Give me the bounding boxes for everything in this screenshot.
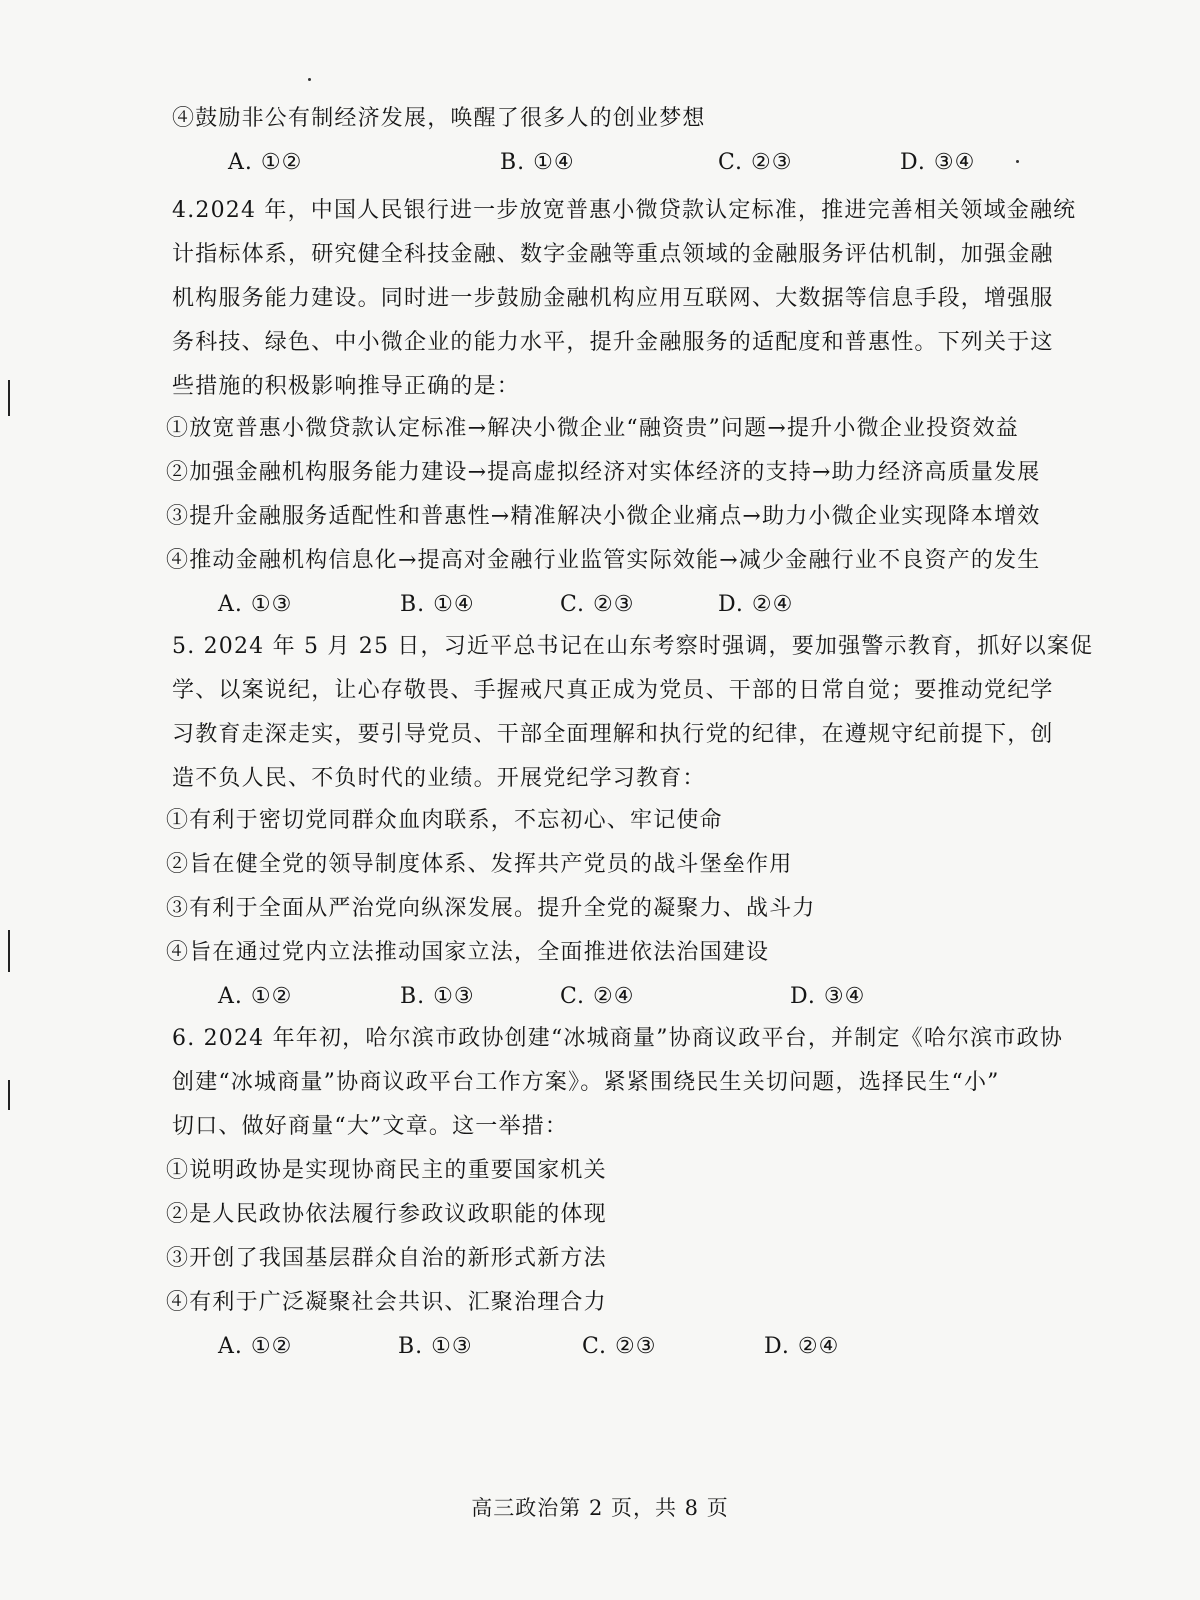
- q3-option-d: D. ③④: [900, 150, 976, 175]
- q4-stem-line: 些措施的积极影响推导正确的是：: [172, 374, 521, 399]
- q6-stem-line: 切口、做好商量“大”文章。这一举措：: [172, 1114, 569, 1139]
- scan-edge-mark: [8, 930, 10, 972]
- q5-option-b: B. ①③: [400, 984, 475, 1009]
- q5-item-1: ①有利于密切党同群众血肉联系，不忘初心、牢记使命: [166, 808, 723, 833]
- q4-item-1: ①放宽普惠小微贷款认定标准→解决小微企业“融资贵”问题→提升小微企业投资效益: [166, 416, 1019, 441]
- q4-item-2: ②加强金融机构服务能力建设→提高虚拟经济对实体经济的支持→助力经济高质量发展: [166, 460, 1041, 485]
- q4-option-b: B. ①④: [400, 592, 475, 617]
- q5-item-3: ③有利于全面从严治党向纵深发展。提升全党的凝聚力、战斗力: [166, 896, 816, 921]
- q5-option-d: D. ③④: [790, 984, 866, 1009]
- q4-stem-line: 4.2024 年，中国人民银行进一步放宽普惠小微贷款认定标准，推进完善相关领域金融统: [172, 198, 1077, 223]
- scan-speck: [308, 78, 311, 81]
- q4-option-a: A. ①③: [218, 592, 293, 617]
- q4-item-3: ③提升金融服务适配性和普惠性→精准解决小微企业痛点→助力小微企业实现降本增效: [166, 504, 1041, 529]
- q4-item-4: ④推动金融机构信息化→提高对金融行业监管实际效能→减少金融行业不良资产的发生: [166, 548, 1041, 573]
- q6-option-d: D. ②④: [764, 1334, 840, 1359]
- q4-option-d: D. ②④: [718, 592, 794, 617]
- q6-option-a: A. ①②: [218, 1334, 293, 1359]
- q6-item-4: ④有利于广泛凝聚社会共识、汇聚治理合力: [166, 1290, 607, 1315]
- q6-item-3: ③开创了我国基层群众自治的新形式新方法: [166, 1246, 607, 1271]
- q4-stem-line: 计指标体系，研究健全科技金融、数字金融等重点领域的金融服务评估机制，加强金融: [172, 242, 1054, 267]
- q5-stem-line: 学、以案说纪，让心存敬畏、手握戒尺真正成为党员、干部的日常自觉；要推动党纪学: [172, 678, 1054, 703]
- q5-stem-line: 习教育走深走实，要引导党员、干部全面理解和执行党的纪律，在遵规守纪前提下，创: [172, 722, 1054, 747]
- q3-option-c: C. ②③: [718, 150, 793, 175]
- q4-stem-line: 机构服务能力建设。同时进一步鼓励金融机构应用互联网、大数据等信息手段，增强服: [172, 286, 1054, 311]
- q5-item-4: ④旨在通过党内立法推动国家立法，全面推进依法治国建设: [166, 940, 770, 965]
- q6-option-c: C. ②③: [582, 1334, 657, 1359]
- q5-option-c: C. ②④: [560, 984, 635, 1009]
- q5-option-a: A. ①②: [218, 984, 293, 1009]
- q6-item-1: ①说明政协是实现协商民主的重要国家机关: [166, 1158, 607, 1183]
- scan-edge-mark: [8, 1080, 10, 1110]
- scan-speck: [1016, 160, 1019, 163]
- q5-item-2: ②旨在健全党的领导制度体系、发挥共产党员的战斗堡垒作用: [166, 852, 793, 877]
- page-footer: 高三政治第 2 页，共 8 页: [471, 1496, 729, 1520]
- q4-stem-line: 务科技、绿色、中小微企业的能力水平，提升金融服务的适配度和普惠性。下列关于这: [172, 330, 1054, 355]
- q3-item-4: ④鼓励非公有制经济发展，唤醒了很多人的创业梦想: [172, 106, 706, 131]
- q5-stem-line: 造不负人民、不负时代的业绩。开展党纪学习教育：: [172, 766, 706, 791]
- q3-option-b: B. ①④: [500, 150, 575, 175]
- q4-option-c: C. ②③: [560, 592, 635, 617]
- scan-edge-mark: [8, 380, 10, 416]
- q6-stem-line: 6. 2024 年年初，哈尔滨市政协创建“冰城商量”协商议政平台，并制定《哈尔滨市政协: [172, 1026, 1064, 1051]
- q6-stem-line: 创建“冰城商量”协商议政平台工作方案》。紧紧围绕民生关切问题，选择民生“小”: [172, 1070, 1000, 1095]
- q3-option-a: A. ①②: [228, 150, 303, 175]
- q6-option-b: B. ①③: [398, 1334, 473, 1359]
- q6-item-2: ②是人民政协依法履行参政议政职能的体现: [166, 1202, 607, 1227]
- q5-stem-line: 5. 2024 年 5 月 25 日，习近平总书记在山东考察时强调，要加强警示教育，抓好以案促: [172, 634, 1094, 659]
